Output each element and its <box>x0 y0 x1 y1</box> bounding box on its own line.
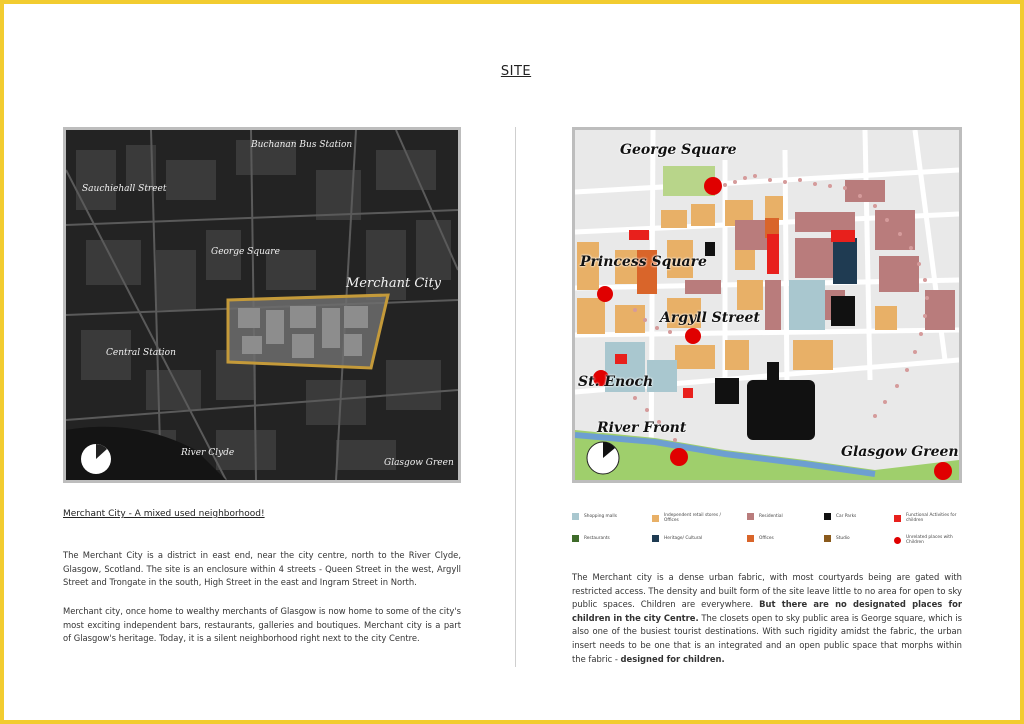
legend-swatch <box>747 513 754 520</box>
legend-label: Shopping malls <box>584 514 617 519</box>
legend-label: Functional Activities for children <box>906 513 957 523</box>
legend-item <box>572 535 644 542</box>
label-river-front: River Front <box>597 420 687 436</box>
label-sauchiehall-street: Sauchiehall Street <box>82 184 167 194</box>
label-central-station: Central Station <box>106 348 176 358</box>
analysis-emphasis-2: designed for children. <box>620 653 725 664</box>
legend-label: Offices <box>759 536 774 541</box>
legend-item <box>747 535 819 542</box>
legend-label: Restaurants <box>584 536 610 541</box>
analysis-text-2: The closets open to sky public area is George square, which is also one of the busiest tourist destinations. With such rigidity amidst the fabric, the urban insert needs to be one that is an integrated and an open public space that morphs within the fabric - <box>572 612 962 664</box>
legend-label: Heritage/ Cultural <box>664 536 703 541</box>
page-title: SITE <box>500 64 532 79</box>
label-river-clyde: River Clyde <box>181 448 235 458</box>
legend-swatch <box>652 515 659 522</box>
legend-item <box>652 535 736 542</box>
legend-item <box>824 535 886 542</box>
legend-swatch <box>894 537 901 544</box>
label-george-square: George Square <box>620 142 737 158</box>
legend-swatch <box>572 513 579 520</box>
label-george-square: George Square <box>211 247 280 257</box>
label-glasgow-green: Glasgow Green <box>841 444 959 460</box>
label-buchanan-bus-station: Buchanan Bus Station <box>251 140 353 150</box>
label-merchant-city: Merchant City <box>346 276 442 291</box>
analysis-paragraph <box>572 571 962 666</box>
legend-swatch <box>652 535 659 542</box>
marker-river-front <box>670 448 688 466</box>
legend-item <box>572 513 644 520</box>
legend-swatch <box>572 535 579 542</box>
label-princess-square: Princess Square <box>580 254 707 270</box>
label-argyll-street: Argyll Street <box>660 310 760 326</box>
legend-label: Residential <box>759 514 783 519</box>
marker-george-square <box>704 177 722 195</box>
section-subtitle: Merchant City - A mixed used neighborhood! <box>63 509 265 519</box>
legend-item <box>894 535 964 545</box>
legend-label: Studio <box>836 536 850 541</box>
legend-item <box>894 513 964 523</box>
label-st-enoch: St. Enoch <box>578 374 654 390</box>
legend-swatch <box>747 535 754 542</box>
marker-glasgow-green <box>934 462 952 480</box>
column-divider <box>515 127 516 667</box>
marker-princess-square <box>597 286 613 302</box>
legend-label: Car Parks <box>836 514 857 519</box>
legend-label: Unrelated places with Children <box>906 535 953 545</box>
marker-argyll-street <box>685 328 701 344</box>
legend-swatch <box>824 513 831 520</box>
analysis-emphasis-1: But there are no designated places for children in the city Centre. <box>572 599 962 623</box>
legend-item <box>824 513 886 520</box>
label-glasgow-green: Glasgow Green <box>384 458 454 468</box>
legend-item <box>652 513 736 523</box>
analysis-text-1: The Merchant city is a dense urban fabric, with most courtyards being are gated with restricted access. The density and built form of the site leave little to no area for open to sky public spaces. Children are everywhere. <box>572 572 962 610</box>
legend-swatch <box>894 515 901 522</box>
map-legend <box>572 513 964 549</box>
aerial-site-map <box>63 127 461 483</box>
intro-paragraph: The Merchant City is a district in east end, near the city centre, north to the River Clyde, Glasgow, Scotland. The site is an enclosure within 4 streets - Queen Street in the west, Argyll Street and Trongate in the south, High Street in the east and Ingram Street in North. <box>63 550 461 588</box>
legend-swatch <box>824 535 831 542</box>
aerial-map-graphic <box>66 130 458 480</box>
legend-item <box>747 513 819 520</box>
history-paragraph: Merchant city, once home to wealthy merchants of Glasgow is now home to some of the city's most exciting independent bars, restaurants, galleries and boutiques. Merchant city is a part of Glasgow's heritage. Today, it is a silent neighborhood right next to the city Centre. <box>63 606 461 644</box>
land-use-map <box>572 127 962 483</box>
legend-label: Independent retail stores / Offices <box>664 513 721 523</box>
